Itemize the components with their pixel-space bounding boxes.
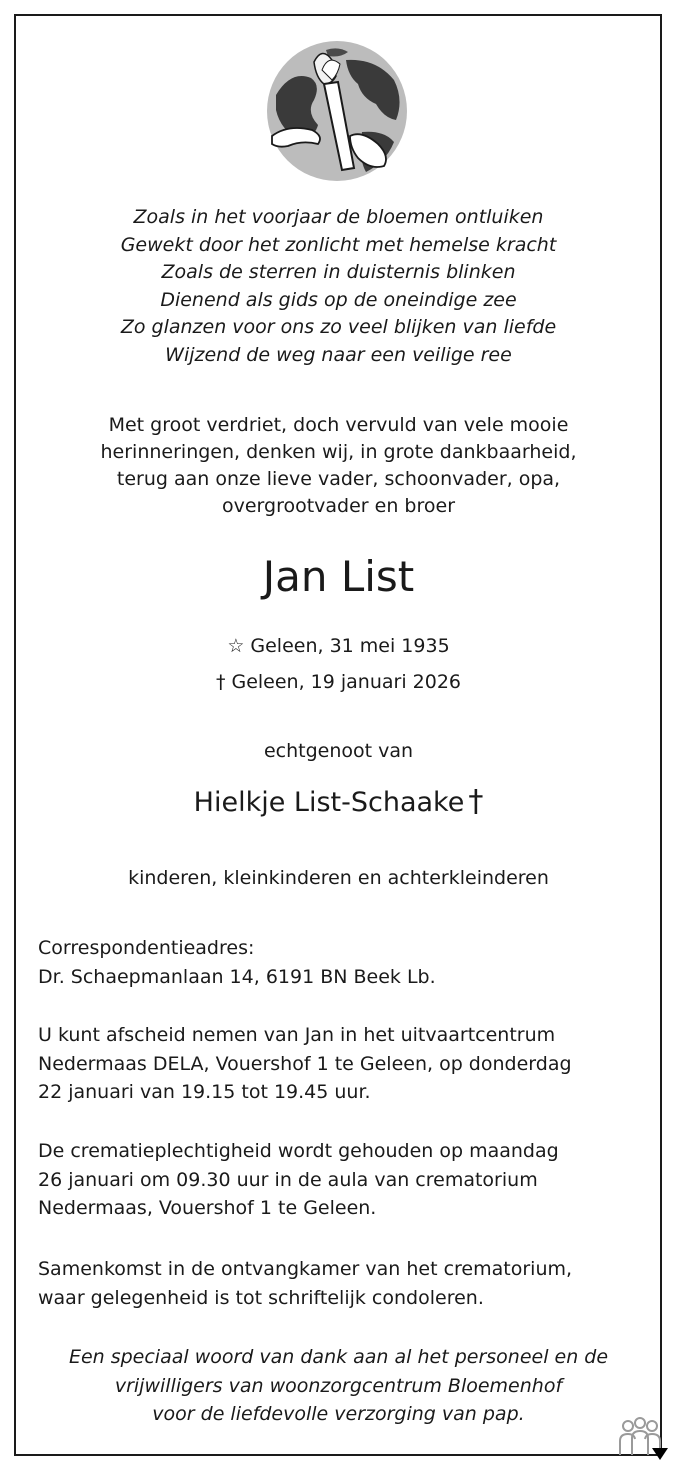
poem [16,204,661,369]
cremation-paragraph [38,1137,647,1223]
spouse [16,784,661,821]
star-icon: ☆ [227,635,245,657]
death-info [16,668,661,696]
address-line: Correspondentieadres: [38,937,255,959]
cremation-line: Nedermaas, Vouershof 1 te Geleen. [38,1197,377,1219]
poem-line: Gewekt door het zonlicht met hemelse kracht [120,233,557,256]
deceased-name: Jan List [262,552,415,601]
gathering-paragraph [38,1255,647,1312]
farewell-paragraph [38,1021,647,1107]
family-line: kinderen, kleinkinderen en achterkleinderen [128,867,549,889]
thanks-line: Een speciaal woord van dank aan al het personeel en de [68,1346,609,1368]
intro-line: terug aan onze lieve vader, schoonvader, opa, [116,468,561,490]
address-line: Dr. Schaepmanlaan 14, 6191 BN Beek Lb. [38,965,436,988]
poem-line: Wijzend de weg naar een veilige ree [165,343,512,366]
thanks-text [16,1343,661,1429]
death-text: Geleen, 19 januari 2026 [231,671,462,693]
poem-line: Dienend als gids op de oneindige zee [160,288,517,311]
farewell-line: U kunt afscheid nemen van Jan in het uitvaartcentrum [38,1024,556,1046]
cremation-line: De crematieplechtigheid wordt gehouden op maandag [38,1140,559,1162]
gathering-line: waar gelegenheid is tot schriftelijk condoleren. [38,1286,484,1309]
farewell-line: Nedermaas DELA, Vouershof 1 te Geleen, op donderdag [38,1052,572,1075]
cross-icon: † [215,671,226,693]
gathering-line: Samenkomst in de ontvangkamer van het crematorium, [38,1258,573,1280]
farewell-line: 22 januari van 19.15 tot 19.45 uur. [38,1081,371,1103]
poem-line: Zoals de sterren in duisternis blinken [161,261,516,283]
cross-icon: † [468,784,484,819]
poem-line: Zo glanzen voor ons zo veel blijken van liefde [120,316,557,338]
intro-text [16,412,661,520]
spouse-name: Hielkje List-Schaake [193,787,465,818]
correspondence-address [38,934,647,991]
globe-torch-hands-icon [266,40,408,182]
thanks-line: vrijwilligers van woonzorgcentrum Bloemenhof [114,1374,563,1397]
cremation-line: 26 januari om 09.30 uur in de aula van crematorium [38,1168,538,1191]
intro-line: overgrootvader en broer [221,495,456,517]
birth-text: Geleen, 31 mei 1935 [250,635,450,657]
triangle-down-icon[interactable] [652,1448,668,1460]
intro-line: herinneringen, denken wij, in grote dankbaarheid, [100,441,577,463]
spouse-intro: echtgenoot van [263,740,414,762]
intro-line: Met groot verdriet, doch vervuld van vele mooie [108,414,569,436]
thanks-line: voor de liefdevolle verzorging van pap. [152,1403,525,1425]
poem-line: Zoals in het voorjaar de bloemen ontluiken [133,206,544,228]
birth-info [16,632,661,660]
